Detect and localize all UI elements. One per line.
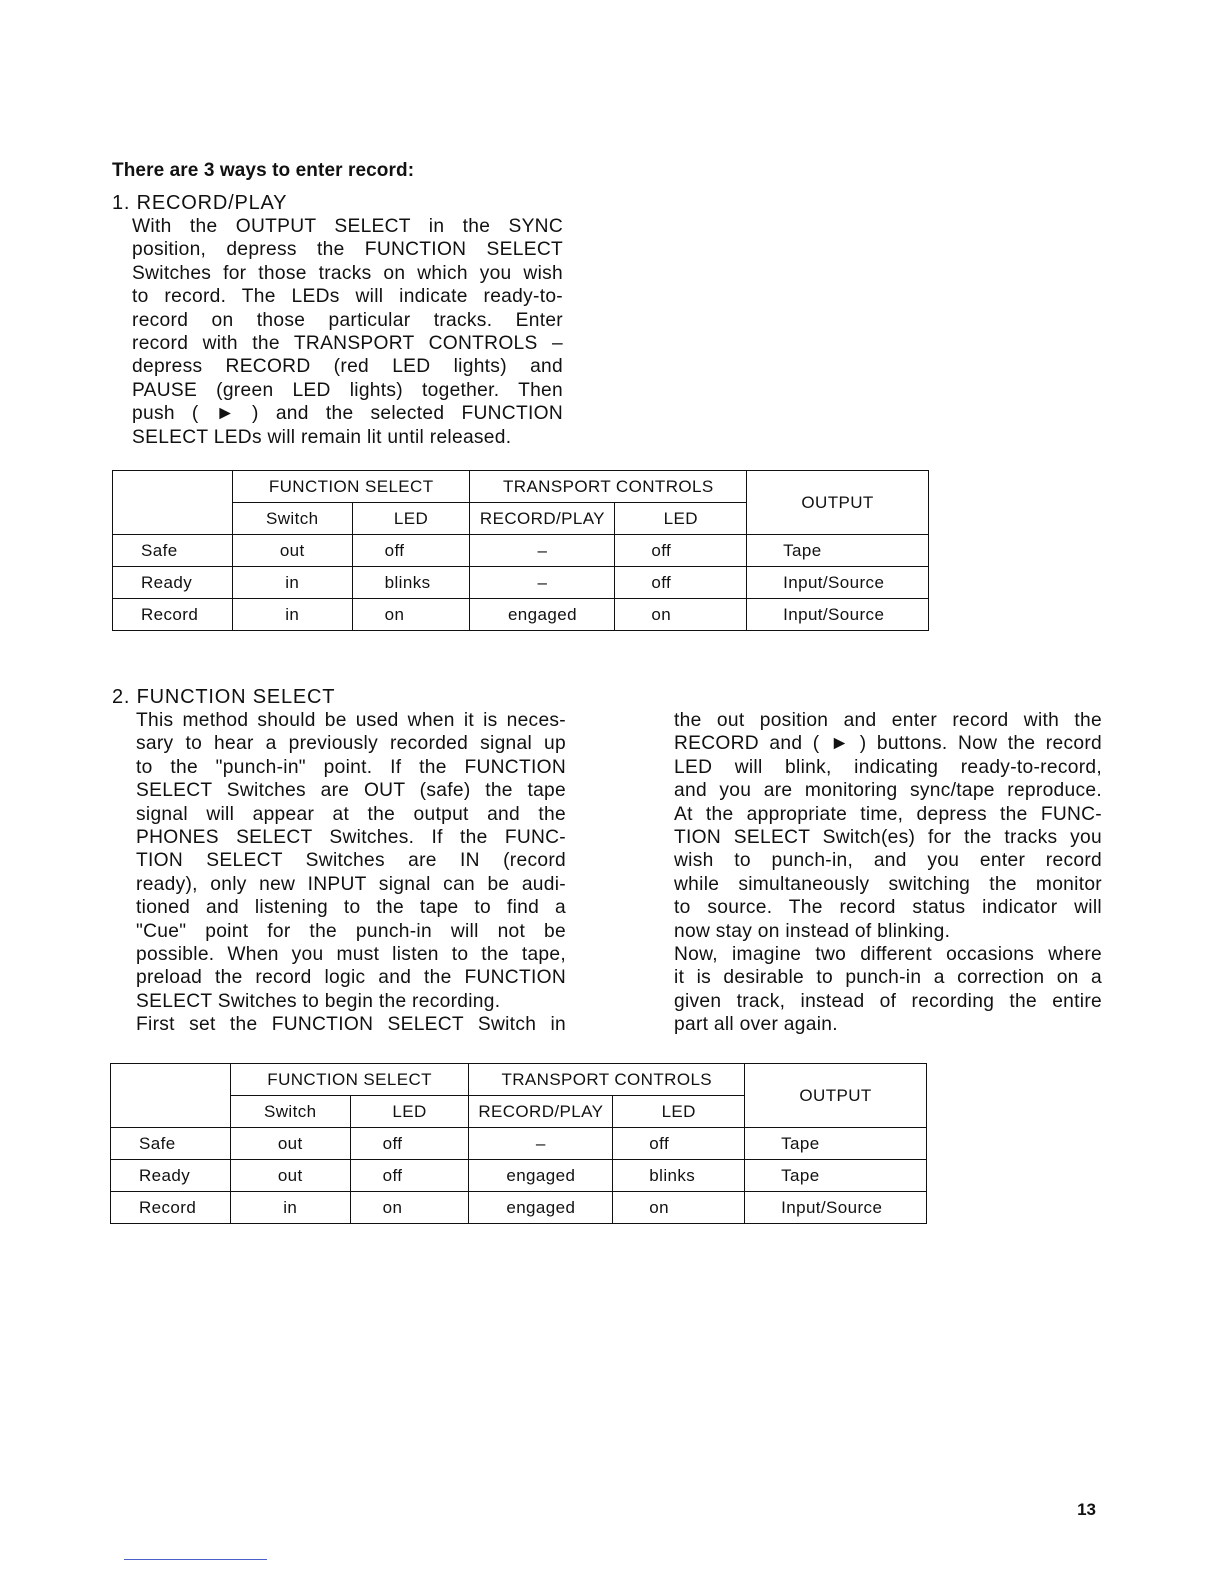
switch-cell: out: [232, 535, 352, 567]
section2-line: wish to punch-in, and you enter record: [674, 850, 1102, 872]
section2-line: SELECT Switches to begin the recording.: [136, 990, 501, 1012]
section2-title: 2. FUNCTION SELECT: [112, 686, 336, 708]
record-play-cell: –: [469, 1128, 613, 1160]
output-cell: Tape: [745, 1160, 927, 1192]
state-cell: Safe: [113, 535, 233, 567]
section1-line: SELECT LEDs will remain lit until released.: [132, 426, 512, 448]
empty-header-cell: [111, 1064, 231, 1128]
transport-led-header: LED: [615, 503, 747, 535]
table-row: [113, 599, 929, 631]
section2-line: preload the record logic and the FUNCTION: [136, 967, 566, 989]
section1-line: With the OUTPUT SELECT in the SYNC: [132, 216, 563, 237]
switch-cell: in: [230, 1192, 350, 1224]
function-select-header: FUNCTION SELECT: [232, 471, 470, 503]
switch-header: Switch: [230, 1096, 350, 1128]
section2-line: SELECT Switches are OUT (safe) the tape: [136, 780, 566, 802]
output-cell: Input/Source: [745, 1192, 927, 1224]
section1-line: record on those particular tracks. Enter: [132, 309, 563, 331]
table-header-row: [113, 471, 929, 503]
section1-line: depress RECORD (red LED lights) and: [132, 356, 563, 378]
switch-cell: in: [232, 567, 352, 599]
section2-line: given track, instead of recording the entire: [674, 990, 1102, 1012]
section2-line: PHONES SELECT Switches. If the FUNC-: [136, 827, 566, 849]
section2-line: signal will appear at the output and the: [136, 803, 566, 825]
section2-line: "Cue" point for the punch-in will not be: [136, 920, 566, 942]
output-cell: Input/Source: [747, 567, 929, 599]
transport-led-cell: on: [615, 599, 747, 631]
record-play-header: RECORD/PLAY: [470, 503, 615, 535]
section1-line: Switches for those tracks on which you wish: [132, 262, 563, 284]
section1-title: 1. RECORD/PLAY: [112, 192, 288, 214]
led-header: LED: [350, 1096, 469, 1128]
state-cell: Record: [113, 599, 233, 631]
switch-cell: out: [230, 1160, 350, 1192]
section1-line: record with the TRANSPORT CONTROLS –: [132, 333, 563, 355]
section2-line: LED will blink, indicating ready-to-record,: [674, 756, 1102, 778]
switch-cell: out: [230, 1128, 350, 1160]
led-cell: off: [350, 1160, 469, 1192]
section2-line: tioned and listening to the tape to find a: [136, 897, 566, 919]
page-heading: There are 3 ways to enter record:: [112, 160, 415, 181]
section2-line: Now, imagine two different occasions where: [674, 944, 1102, 966]
output-cell: Tape: [745, 1128, 927, 1160]
table-row: [111, 1192, 927, 1224]
table-row: [113, 567, 929, 599]
record-play-cell: engaged: [470, 599, 615, 631]
section2-line: TION SELECT Switch(es) for the tracks you: [674, 827, 1102, 849]
state-cell: Ready: [111, 1160, 231, 1192]
transport-led-cell: off: [613, 1128, 745, 1160]
section2-line: to the "punch-in" point. If the FUNCTION: [136, 756, 566, 778]
record-play-cell: –: [470, 535, 615, 567]
footer-divider: [124, 1559, 267, 1560]
section2-line: RECORD and ( ► ) buttons. Now the record: [674, 733, 1102, 755]
page-number: 13: [1077, 1500, 1096, 1519]
section2-line: to source. The record status indicator will: [674, 897, 1102, 919]
section2-line: At the appropriate time, depress the FUNC-: [674, 803, 1102, 825]
led-cell: off: [352, 535, 470, 567]
section2-right-column: [674, 709, 1102, 1037]
section2-line: TION SELECT Switches are IN (record: [136, 850, 566, 872]
state-cell: Safe: [111, 1128, 231, 1160]
transport-led-cell: off: [615, 567, 747, 599]
table-row: [111, 1128, 927, 1160]
record-play-cell: engaged: [469, 1192, 613, 1224]
section2-line: sary to hear a previously recorded signal up: [136, 733, 566, 755]
led-cell: blinks: [352, 567, 470, 599]
section2-line: possible. When you must listen to the tape,: [136, 944, 566, 966]
transport-led-header: LED: [613, 1096, 745, 1128]
empty-header-cell: [113, 471, 233, 535]
transport-led-cell: blinks: [613, 1160, 745, 1192]
output-cell: Tape: [747, 535, 929, 567]
table-record-play: [112, 470, 929, 631]
switch-cell: in: [232, 599, 352, 631]
section2-line: ready), only new INPUT signal can be audi-: [136, 873, 566, 895]
transport-led-cell: on: [613, 1192, 745, 1224]
record-play-cell: engaged: [469, 1160, 613, 1192]
record-play-header: RECORD/PLAY: [469, 1096, 613, 1128]
section1-line: to record. The LEDs will indicate ready-to-: [132, 286, 563, 308]
state-cell: Record: [111, 1192, 231, 1224]
section2-line: the out position and enter record with the: [674, 710, 1102, 731]
led-cell: on: [350, 1192, 469, 1224]
output-cell: Input/Source: [747, 599, 929, 631]
led-cell: off: [350, 1128, 469, 1160]
table-header-row: [111, 1064, 927, 1096]
section1-line: position, depress the FUNCTION SELECT: [132, 239, 563, 261]
section2-line: First set the FUNCTION SELECT Switch in: [136, 1014, 566, 1036]
section2-line: now stay on instead of blinking.: [674, 920, 951, 942]
transport-controls-header: TRANSPORT CONTROLS: [470, 471, 747, 503]
section2-left-column: [136, 709, 566, 1037]
output-header: OUTPUT: [745, 1064, 927, 1128]
section2-line: This method should be used when it is neces-: [136, 710, 566, 731]
function-select-header: FUNCTION SELECT: [230, 1064, 469, 1096]
led-cell: on: [352, 599, 470, 631]
section1-line: PAUSE (green LED lights) together. Then: [132, 379, 563, 401]
transport-led-cell: off: [615, 535, 747, 567]
section2-line: and you are monitoring sync/tape reproduce.: [674, 780, 1102, 802]
output-header: OUTPUT: [747, 471, 929, 535]
section2-line: while simultaneously switching the monitor: [674, 873, 1102, 895]
table-row: [113, 535, 929, 567]
transport-controls-header: TRANSPORT CONTROLS: [469, 1064, 745, 1096]
section1-line: push ( ► ) and the selected FUNCTION: [132, 403, 563, 425]
switch-header: Switch: [232, 503, 352, 535]
record-play-cell: –: [470, 567, 615, 599]
table-function-select: [110, 1063, 927, 1224]
table-row: [111, 1160, 927, 1192]
section2-line: it is desirable to punch-in a correction on a: [674, 967, 1102, 989]
section1-body: [132, 215, 563, 449]
state-cell: Ready: [113, 567, 233, 599]
section2-line: part all over again.: [674, 1014, 838, 1036]
led-header: LED: [352, 503, 470, 535]
